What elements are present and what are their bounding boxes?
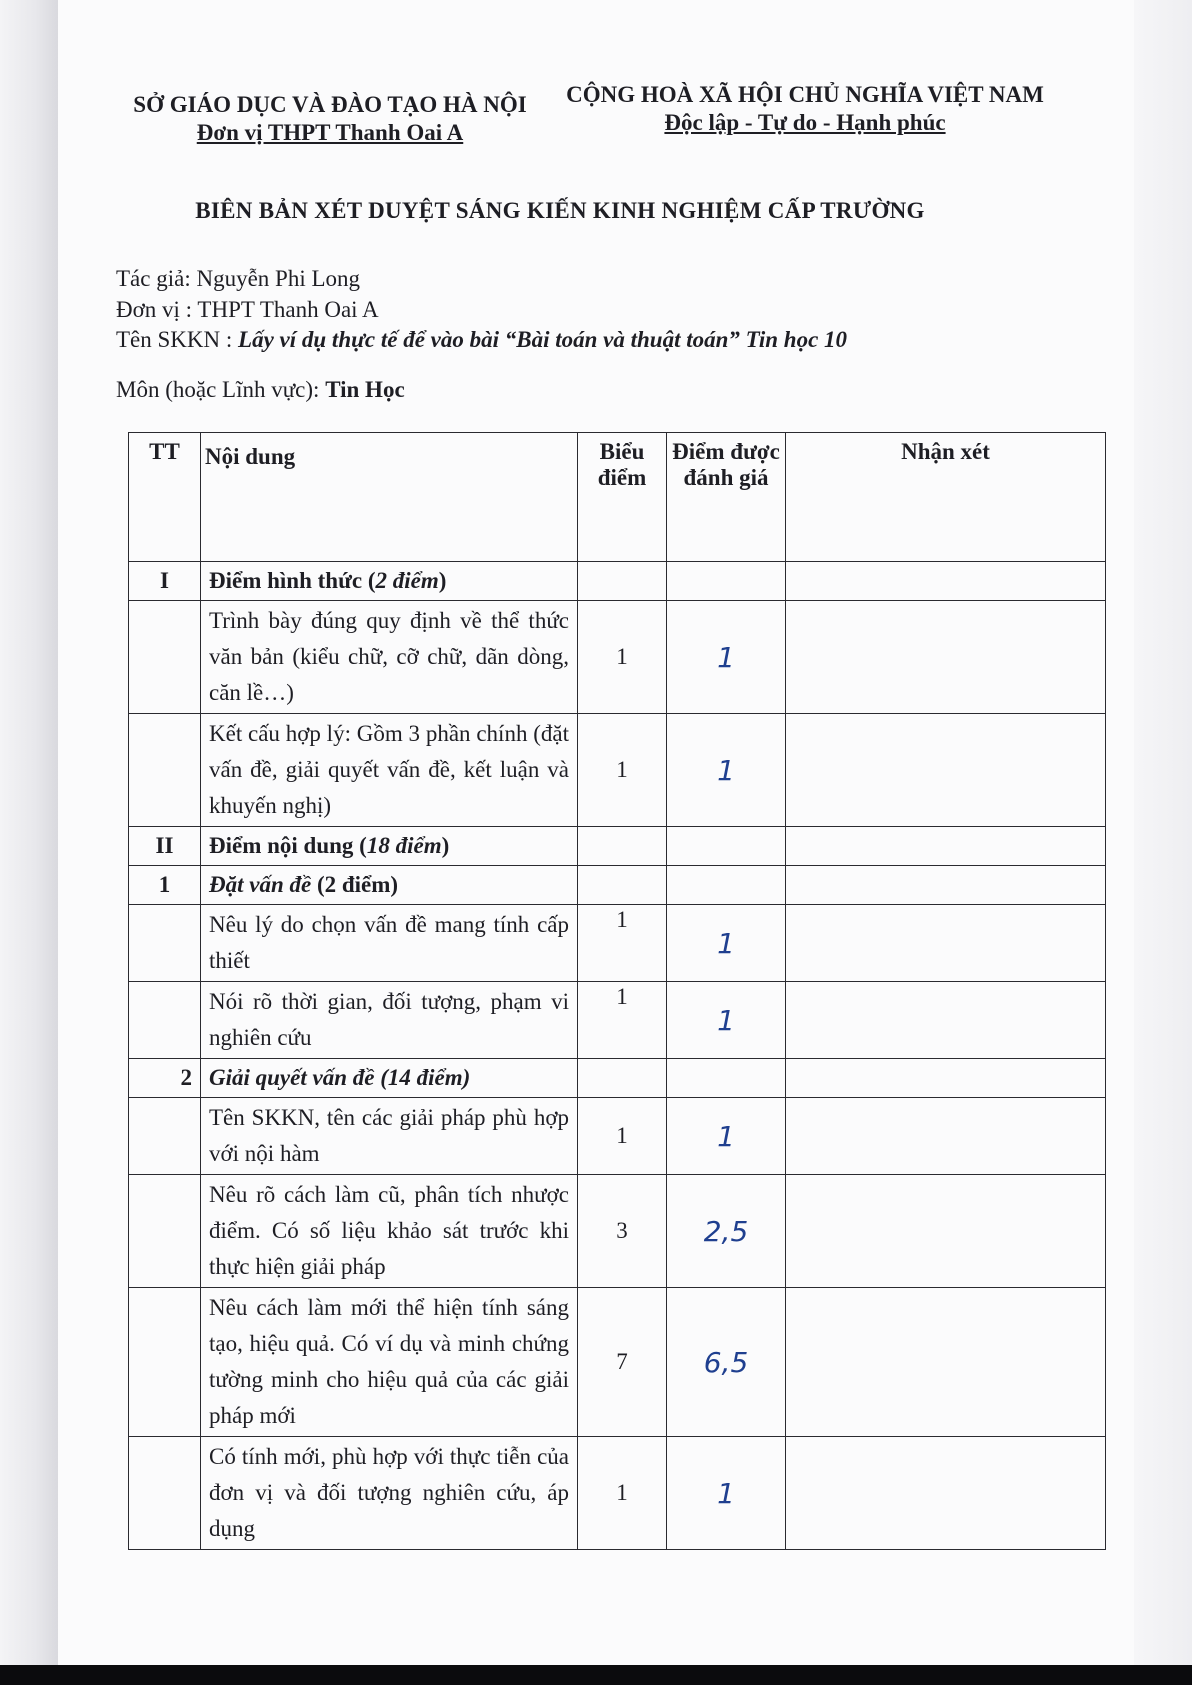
subsection-title: Giải quyết vấn đề (14 điểm) <box>201 1059 578 1098</box>
criterion-text: Kết cấu hợp lý: Gồm 3 phần chính (đặt vấn đề, giải quyết vấn đề, kết luận và khuyến nghị) <box>201 714 578 827</box>
criterion-text: Nói rõ thời gian, đối tượng, phạm vi nghiên cứu <box>201 982 578 1059</box>
section-row-II <box>129 827 1106 866</box>
table-row <box>129 1288 1106 1437</box>
document-title: BIÊN BẢN XÉT DUYỆT SÁNG KIẾN KINH NGHIỆM CẤP TRƯỜNG <box>195 198 925 223</box>
section-number: I <box>129 562 201 601</box>
comment-cell <box>786 1288 1106 1437</box>
section-title: Điểm hình thức (2 điểm) <box>201 562 578 601</box>
criterion-text: Có tính mới, phù hợp với thực tiễn của đơn vị và đối tượng nghiên cứu, áp dụng <box>201 1437 578 1550</box>
subject-label: Môn (hoặc Lĩnh vực): <box>116 377 320 402</box>
table-row <box>129 1437 1106 1550</box>
comment-cell <box>786 1098 1106 1175</box>
page-edge-left <box>0 0 58 1685</box>
author-name: Nguyễn Phi Long <box>196 266 361 291</box>
unit-line <box>116 297 379 323</box>
awarded-score: 1 <box>667 601 786 714</box>
skkn-line <box>116 327 847 353</box>
max-score: 7 <box>578 1288 667 1437</box>
header-left <box>120 92 540 146</box>
evaluation-table <box>128 432 1106 1550</box>
comment-cell <box>786 601 1106 714</box>
author-label: Tác giả: <box>116 266 191 291</box>
criterion-text: Tên SKKN, tên các giải pháp phù hợp với nội hàm <box>201 1098 578 1175</box>
country-name: CỘNG HOÀ XÃ HỘI CHỦ NGHĨA VIỆT NAM <box>566 82 1044 107</box>
header-right <box>555 82 1055 136</box>
max-score: 1 <box>578 1098 667 1175</box>
unit-name: THPT Thanh Oai A <box>197 297 379 322</box>
page-edge-bottom <box>0 1665 1192 1685</box>
skkn-title: Lấy ví dụ thực tế để vào bài “Bài toán và thuật toán” Tin học 10 <box>238 327 848 352</box>
section-row-I <box>129 562 1106 601</box>
author-line <box>116 266 360 292</box>
table-row <box>129 1175 1106 1288</box>
awarded-score: 1 <box>667 905 786 982</box>
criterion-text: Nêu cách làm mới thể hiện tính sáng tạo, hiệu quả. Có ví dụ và minh chứng tường minh cho hiệu quả của các giải pháp mới <box>201 1288 578 1437</box>
col-header-max-score: Biểu điểm <box>578 433 667 562</box>
subsection-number: 2 <box>129 1059 201 1098</box>
subject-line <box>116 377 405 403</box>
max-score: 3 <box>578 1175 667 1288</box>
awarded-score: 1 <box>667 714 786 827</box>
col-header-awarded: Điểm được đánh giá <box>667 433 786 562</box>
table-row <box>129 1098 1106 1175</box>
comment-cell <box>786 982 1106 1059</box>
page-edge-right <box>1134 0 1192 1685</box>
table-row <box>129 601 1106 714</box>
table-header-row <box>129 433 1106 562</box>
section-number: II <box>129 827 201 866</box>
awarded-score: 1 <box>667 1098 786 1175</box>
col-header-comment: Nhận xét <box>786 433 1106 562</box>
comment-cell <box>786 714 1106 827</box>
department-name: SỞ GIÁO DỤC VÀ ĐÀO TẠO HÀ NỘI <box>133 92 527 117</box>
col-header-content: Nội dung <box>201 433 578 562</box>
subsection-row-2 <box>129 1059 1106 1098</box>
school-unit: Đơn vị THPT Thanh Oai A <box>196 120 464 145</box>
table-row <box>129 905 1106 982</box>
unit-label: Đơn vị : <box>116 297 193 322</box>
awarded-score: 1 <box>667 982 786 1059</box>
comment-cell <box>786 1175 1106 1288</box>
subsection-title: Đặt vấn đề (2 điểm) <box>201 866 578 905</box>
max-score: 1 <box>578 1437 667 1550</box>
skkn-label: Tên SKKN : <box>116 327 233 352</box>
criterion-text: Nêu rõ cách làm cũ, phân tích nhược điểm. Có số liệu khảo sát trước khi thực hiện giải pháp <box>201 1175 578 1288</box>
subsection-number: 1 <box>129 866 201 905</box>
comment-cell <box>786 1437 1106 1550</box>
awarded-score: 6,5 <box>667 1288 786 1437</box>
max-score: 1 <box>578 601 667 714</box>
criterion-text: Trình bày đúng quy định về thể thức văn bản (kiểu chữ, cỡ chữ, dãn dòng, căn lề…) <box>201 601 578 714</box>
awarded-score: 1 <box>667 1437 786 1550</box>
comment-cell <box>786 905 1106 982</box>
max-score: 1 <box>578 714 667 827</box>
criterion-text: Nêu lý do chọn vấn đề mang tính cấp thiết <box>201 905 578 982</box>
col-header-tt: TT <box>129 433 201 562</box>
max-score: 1 <box>578 905 667 982</box>
max-score: 1 <box>578 982 667 1059</box>
subsection-row-1 <box>129 866 1106 905</box>
table-row <box>129 714 1106 827</box>
subject-name: Tin Học <box>325 377 405 402</box>
country-motto: Độc lập - Tự do - Hạnh phúc <box>664 110 946 135</box>
table-row <box>129 982 1106 1059</box>
awarded-score: 2,5 <box>667 1175 786 1288</box>
section-title: Điểm nội dung (18 điểm) <box>201 827 578 866</box>
